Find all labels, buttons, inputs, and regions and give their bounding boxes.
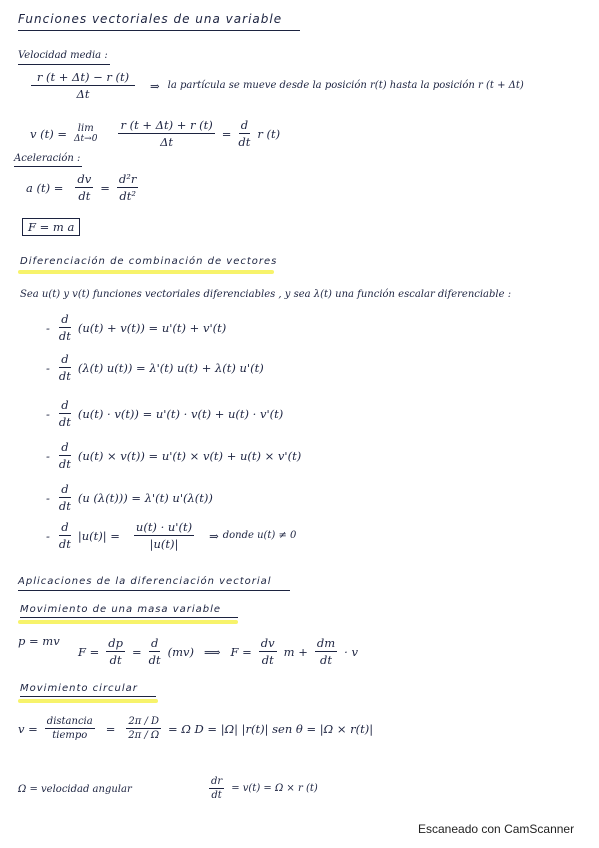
fraction-numerator: d xyxy=(61,482,69,496)
fraction-denominator: dt² xyxy=(119,189,136,203)
fraction-denominator: dt xyxy=(58,415,71,429)
fraction-numerator: dv xyxy=(77,172,92,186)
equals-sign: = xyxy=(105,721,116,736)
derivative-operator xyxy=(59,398,71,429)
dr-dt-rhs: = v(t) = Ω × r (t) xyxy=(231,783,318,794)
derivative-operator xyxy=(59,352,71,383)
fraction-numerator: r (t + Δt) + r (t) xyxy=(120,118,213,132)
fraction-numerator: d²r xyxy=(118,172,137,186)
rule-expression: (u(t) · v(t)) = u'(t) · v(t) + u(t) · v'(t) xyxy=(77,406,284,421)
velocity-term: · v xyxy=(344,644,358,659)
velocidad-lhs: v (t) = xyxy=(30,126,68,141)
fraction-denominator: Δt xyxy=(160,135,174,149)
velocidad-media-formula xyxy=(28,70,524,101)
bullet-dash: - xyxy=(46,360,50,375)
diferenciacion-rule xyxy=(46,312,226,343)
bullet-dash: - xyxy=(46,448,50,463)
norma-condition: donde u(t) ≠ 0 xyxy=(222,530,297,541)
diferenciacion-rule xyxy=(46,398,283,429)
equals-sign: = xyxy=(221,126,232,141)
camscanner-watermark: Escaneado con CamScanner xyxy=(418,822,575,836)
fraction-numerator: d xyxy=(61,312,69,326)
d2r-dt2-fraction xyxy=(117,172,138,203)
fraction-denominator: dt xyxy=(58,369,71,383)
distancia-tiempo-fraction xyxy=(45,716,95,741)
fraction-numerator: 2π / D xyxy=(128,716,160,727)
bullet-dash: - xyxy=(46,320,50,335)
implies-arrow: ⇒ xyxy=(150,78,160,93)
diferenciacion-rule xyxy=(46,352,264,383)
derivative-operator xyxy=(59,440,71,471)
circular-velocity-formula xyxy=(18,716,373,741)
diferenciacion-intro: Sea u(t) y v(t) funciones vectoriales diferenciables , y sea λ(t) una función escalar diferenciable : xyxy=(20,289,512,300)
velocidad-media-underline xyxy=(18,64,110,65)
dr-dt-formula xyxy=(206,776,318,801)
dm-dt-fraction xyxy=(315,636,337,667)
newton-law-box: F = m a xyxy=(22,218,80,236)
fraction-denominator: dt xyxy=(58,537,71,551)
fraction-numerator: dp xyxy=(108,636,124,650)
diferenciacion-heading: Diferenciación de combinación de vectores xyxy=(20,256,278,267)
fraction-denominator: dt xyxy=(261,653,274,667)
derivative-operator xyxy=(59,312,71,343)
diferenciacion-rule xyxy=(46,482,213,513)
equals-sign: = xyxy=(132,644,142,659)
fraction-numerator: d xyxy=(240,118,249,132)
velocidad-media-description: la partícula se mueve desde la posición r(t) hasta la posición r (t + Δt) xyxy=(167,80,524,91)
implies-arrow: ⇒ xyxy=(209,528,219,543)
fraction-denominator: tiempo xyxy=(52,730,88,741)
rule-expression: (u(t) + v(t)) = u'(t) + v'(t) xyxy=(77,320,227,335)
limit-subscript: Δt→0 xyxy=(74,134,98,144)
masa-variable-highlight xyxy=(18,620,238,624)
fraction-numerator: d xyxy=(61,520,69,534)
masa-variable-underline xyxy=(20,617,238,618)
fraction-denominator: dt xyxy=(58,457,71,471)
fraction-denominator: dt xyxy=(148,653,161,667)
rule-expression: (u(t) × v(t)) = u'(t) × v(t) + u(t) × v'(t) xyxy=(77,448,302,463)
omega-definition: Ω = velocidad angular xyxy=(18,784,132,795)
aceleracion-lhs: a (t) = xyxy=(26,180,64,195)
period-fraction xyxy=(126,716,161,741)
aceleracion-formula xyxy=(26,172,141,203)
norma-derivative-rule xyxy=(46,520,296,551)
dp-dt-fraction xyxy=(106,636,125,667)
circular-highlight xyxy=(18,699,158,703)
bullet-dash: - xyxy=(46,490,50,505)
derivative-operator xyxy=(59,520,71,551)
dr-dt-fraction xyxy=(209,776,224,801)
fraction-numerator: u(t) · u'(t) xyxy=(135,520,193,534)
aplicaciones-heading: Aplicaciones de la diferenciación vectorial xyxy=(18,576,272,587)
fraction-numerator: dv xyxy=(260,636,275,650)
fraction-numerator: d xyxy=(61,352,69,366)
diferenciacion-rule xyxy=(46,440,301,471)
masa-variable-heading: Movimiento de una masa variable xyxy=(20,604,222,615)
dv-dt-fraction xyxy=(259,636,277,667)
diferenciacion-highlight xyxy=(18,270,274,274)
title-underline xyxy=(18,30,300,31)
fraction-numerator: dr xyxy=(211,776,223,787)
fraction-numerator: d xyxy=(150,636,159,650)
aceleracion-underline xyxy=(14,166,82,167)
fraction-denominator: dt xyxy=(78,189,91,203)
fraction-numerator: distancia xyxy=(46,716,93,727)
circular-underline xyxy=(20,696,156,697)
velocity-lhs: v = xyxy=(18,721,38,736)
circular-velocity-rhs: = Ω D = |Ω| |r(t)| sen θ = |Ω × r(t)| xyxy=(168,721,374,736)
fraction-denominator: dt xyxy=(320,653,332,667)
equals-sign: = xyxy=(100,180,110,195)
momentum-definition: p = mv xyxy=(18,634,60,648)
limit-label: lim xyxy=(77,123,94,134)
force-lhs: F = xyxy=(230,644,252,659)
fraction-denominator: Δt xyxy=(76,87,90,101)
bullet-dash: - xyxy=(46,406,50,421)
aceleracion-label: Aceleración : xyxy=(14,153,81,164)
velocidad-media-label: Velocidad media : xyxy=(18,50,108,61)
rule-expression: (λ(t) u(t)) = λ'(t) u(t) + λ(t) u'(t) xyxy=(77,360,264,375)
masa-variable-formula xyxy=(78,636,358,667)
norma-fraction xyxy=(134,520,194,551)
velocidad-rhs: r (t) xyxy=(257,126,281,141)
dv-dt-fraction xyxy=(75,172,93,203)
limit-operator xyxy=(74,123,97,144)
fraction-numerator: r (t + Δt) − r (t) xyxy=(31,70,135,86)
fraction-numerator: d xyxy=(61,398,69,412)
mass-plus-term: m + xyxy=(283,644,308,659)
derivative-operator xyxy=(149,636,161,667)
fraction-numerator: dm xyxy=(316,636,336,650)
velocidad-media-fraction xyxy=(31,70,135,101)
fraction-denominator: dt xyxy=(238,135,251,149)
velocidad-formula xyxy=(30,118,280,149)
fraction-denominator: dt xyxy=(58,499,71,513)
fraction-denominator: dt xyxy=(58,329,71,343)
derivative-operator xyxy=(59,482,71,513)
force-lhs: F = xyxy=(78,644,100,659)
fraction-denominator: |u(t)| xyxy=(149,537,179,551)
fraction-denominator: dt xyxy=(109,653,122,667)
fraction-denominator: dt xyxy=(211,790,222,801)
aplicaciones-underline xyxy=(18,590,290,591)
velocidad-fraction xyxy=(118,118,214,149)
page-title: Funciones vectoriales de una variable xyxy=(18,12,283,26)
rule-expression: (u (λ(t))) = λ'(t) u'(λ(t)) xyxy=(77,490,213,505)
derivative-operator xyxy=(238,118,250,149)
fraction-denominator: 2π / Ω xyxy=(128,730,160,741)
circular-heading: Movimiento circular xyxy=(20,683,138,694)
mv-term: (mv) xyxy=(167,644,195,659)
norma-lhs: |u(t)| = xyxy=(77,528,120,543)
fraction-numerator: d xyxy=(61,440,69,454)
bullet-dash: - xyxy=(46,528,50,543)
implies-arrow: ⟹ xyxy=(204,644,221,659)
